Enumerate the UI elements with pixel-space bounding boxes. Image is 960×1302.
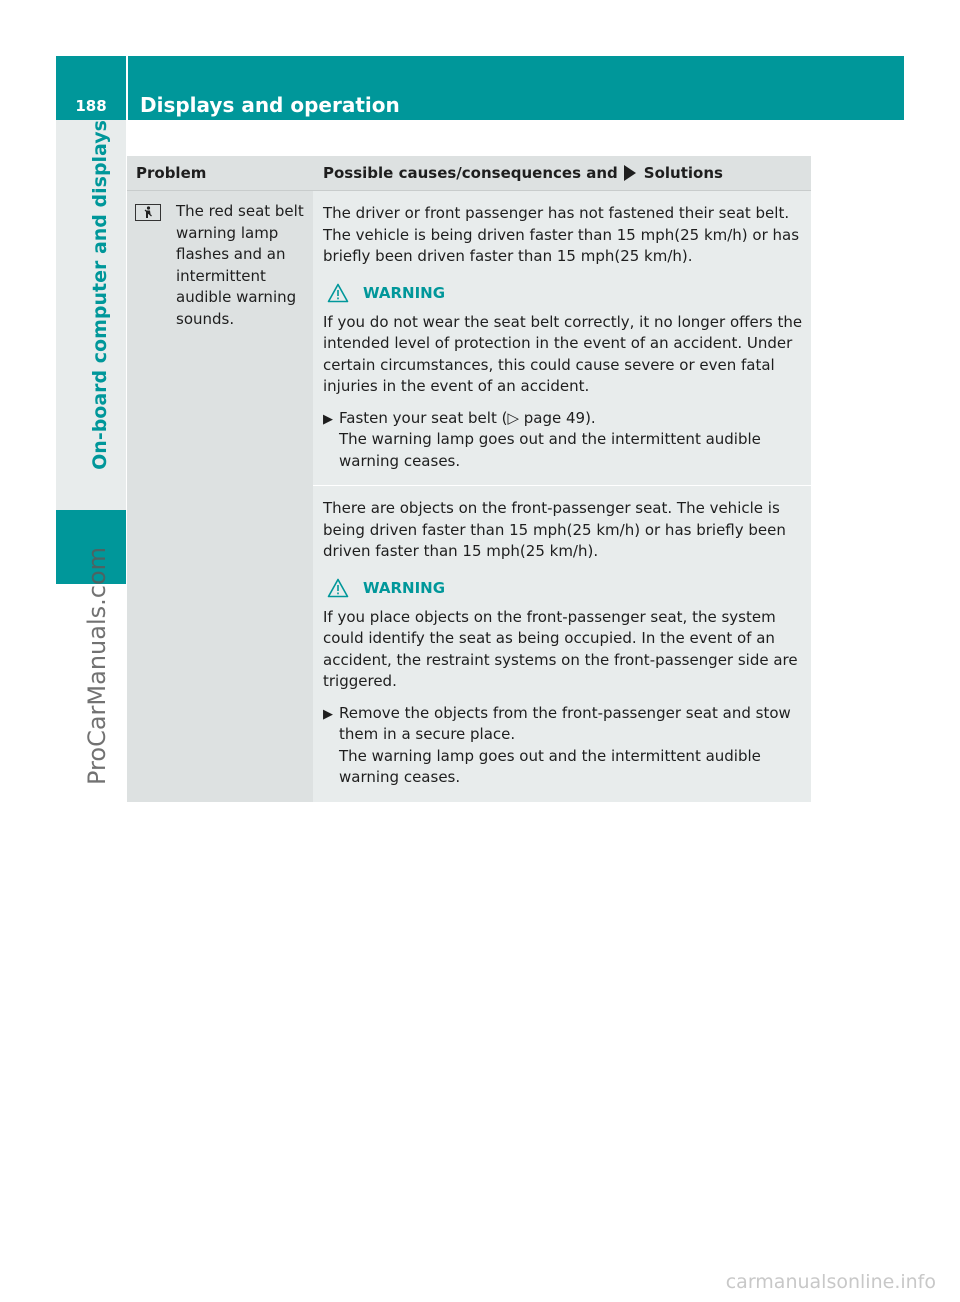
action-arrow-icon: ▶ (323, 411, 333, 427)
problem-solution-table (127, 156, 811, 802)
table-row (127, 190, 811, 802)
solution-block-2 (313, 485, 811, 802)
action-text: Fasten your seat belt (▷ page 49). (339, 408, 596, 427)
warning-heading (323, 577, 803, 599)
action-step (323, 703, 803, 789)
play-arrow-icon (624, 165, 636, 181)
header-divider (126, 56, 128, 120)
side-section-label: On-board computer and displays (89, 120, 111, 470)
column-header-solutions-prefix: Possible causes/consequences and (323, 164, 618, 182)
table-header-row (127, 156, 811, 190)
warning-label: WARNING (363, 578, 446, 597)
column-header-solutions-suffix: Solutions (643, 164, 723, 182)
solutions-cell (313, 191, 811, 802)
column-header-solutions (313, 164, 811, 182)
warning-triangle-icon (327, 283, 349, 303)
cause-text: There are objects on the front-passenger seat. The vehicle is being driven faster than 15 mph(25 km/h) or has briefly been driven faster than 15 mph(25 km/h). (323, 499, 786, 560)
warning-label: WARNING (363, 283, 446, 302)
action-step (323, 408, 803, 473)
solution-block-1 (313, 191, 811, 485)
cause-text: The driver or front passenger has not fastened their seat belt. The vehicle is being driven faster than 15 mph(25 km/h) or has briefly been driven faster than 15 mph(25 km/h). (323, 204, 800, 265)
problem-cell (127, 191, 313, 802)
section-title: Displays and operation (140, 93, 400, 117)
page-number: 188 (75, 97, 107, 115)
seat-belt-warning-icon (135, 204, 161, 221)
action-result: The warning lamp goes out and the intermittent audible warning ceases. (339, 430, 761, 470)
problem-description: The red seat belt warning lamp flashes and an intermittent audible warning sounds. (176, 202, 304, 328)
action-arrow-icon: ▶ (323, 706, 333, 722)
side-watermark: ProCarManuals.com (83, 546, 111, 785)
warning-triangle-icon (327, 578, 349, 598)
warning-heading (323, 282, 803, 304)
action-text: Remove the objects from the front-passenger seat and stow them in a secure place. (339, 703, 791, 743)
warning-text: If you place objects on the front-passenger seat, the system could identify the seat as being occupied. In the event of an accident, the restraint systems on the front-passenger side are triggered. (323, 607, 798, 690)
warning-text: If you do not wear the seat belt correctly, it no longer offers the intended level of protection in the event of an accident. Under certain circumstances, this could cause severe or even fatal injuries in the event of an accident. (323, 312, 803, 395)
action-result: The warning lamp goes out and the intermittent audible warning ceases. (339, 746, 761, 786)
column-header-problem: Problem (136, 164, 207, 182)
footer-watermark: carmanualsonline.info (725, 1271, 936, 1293)
